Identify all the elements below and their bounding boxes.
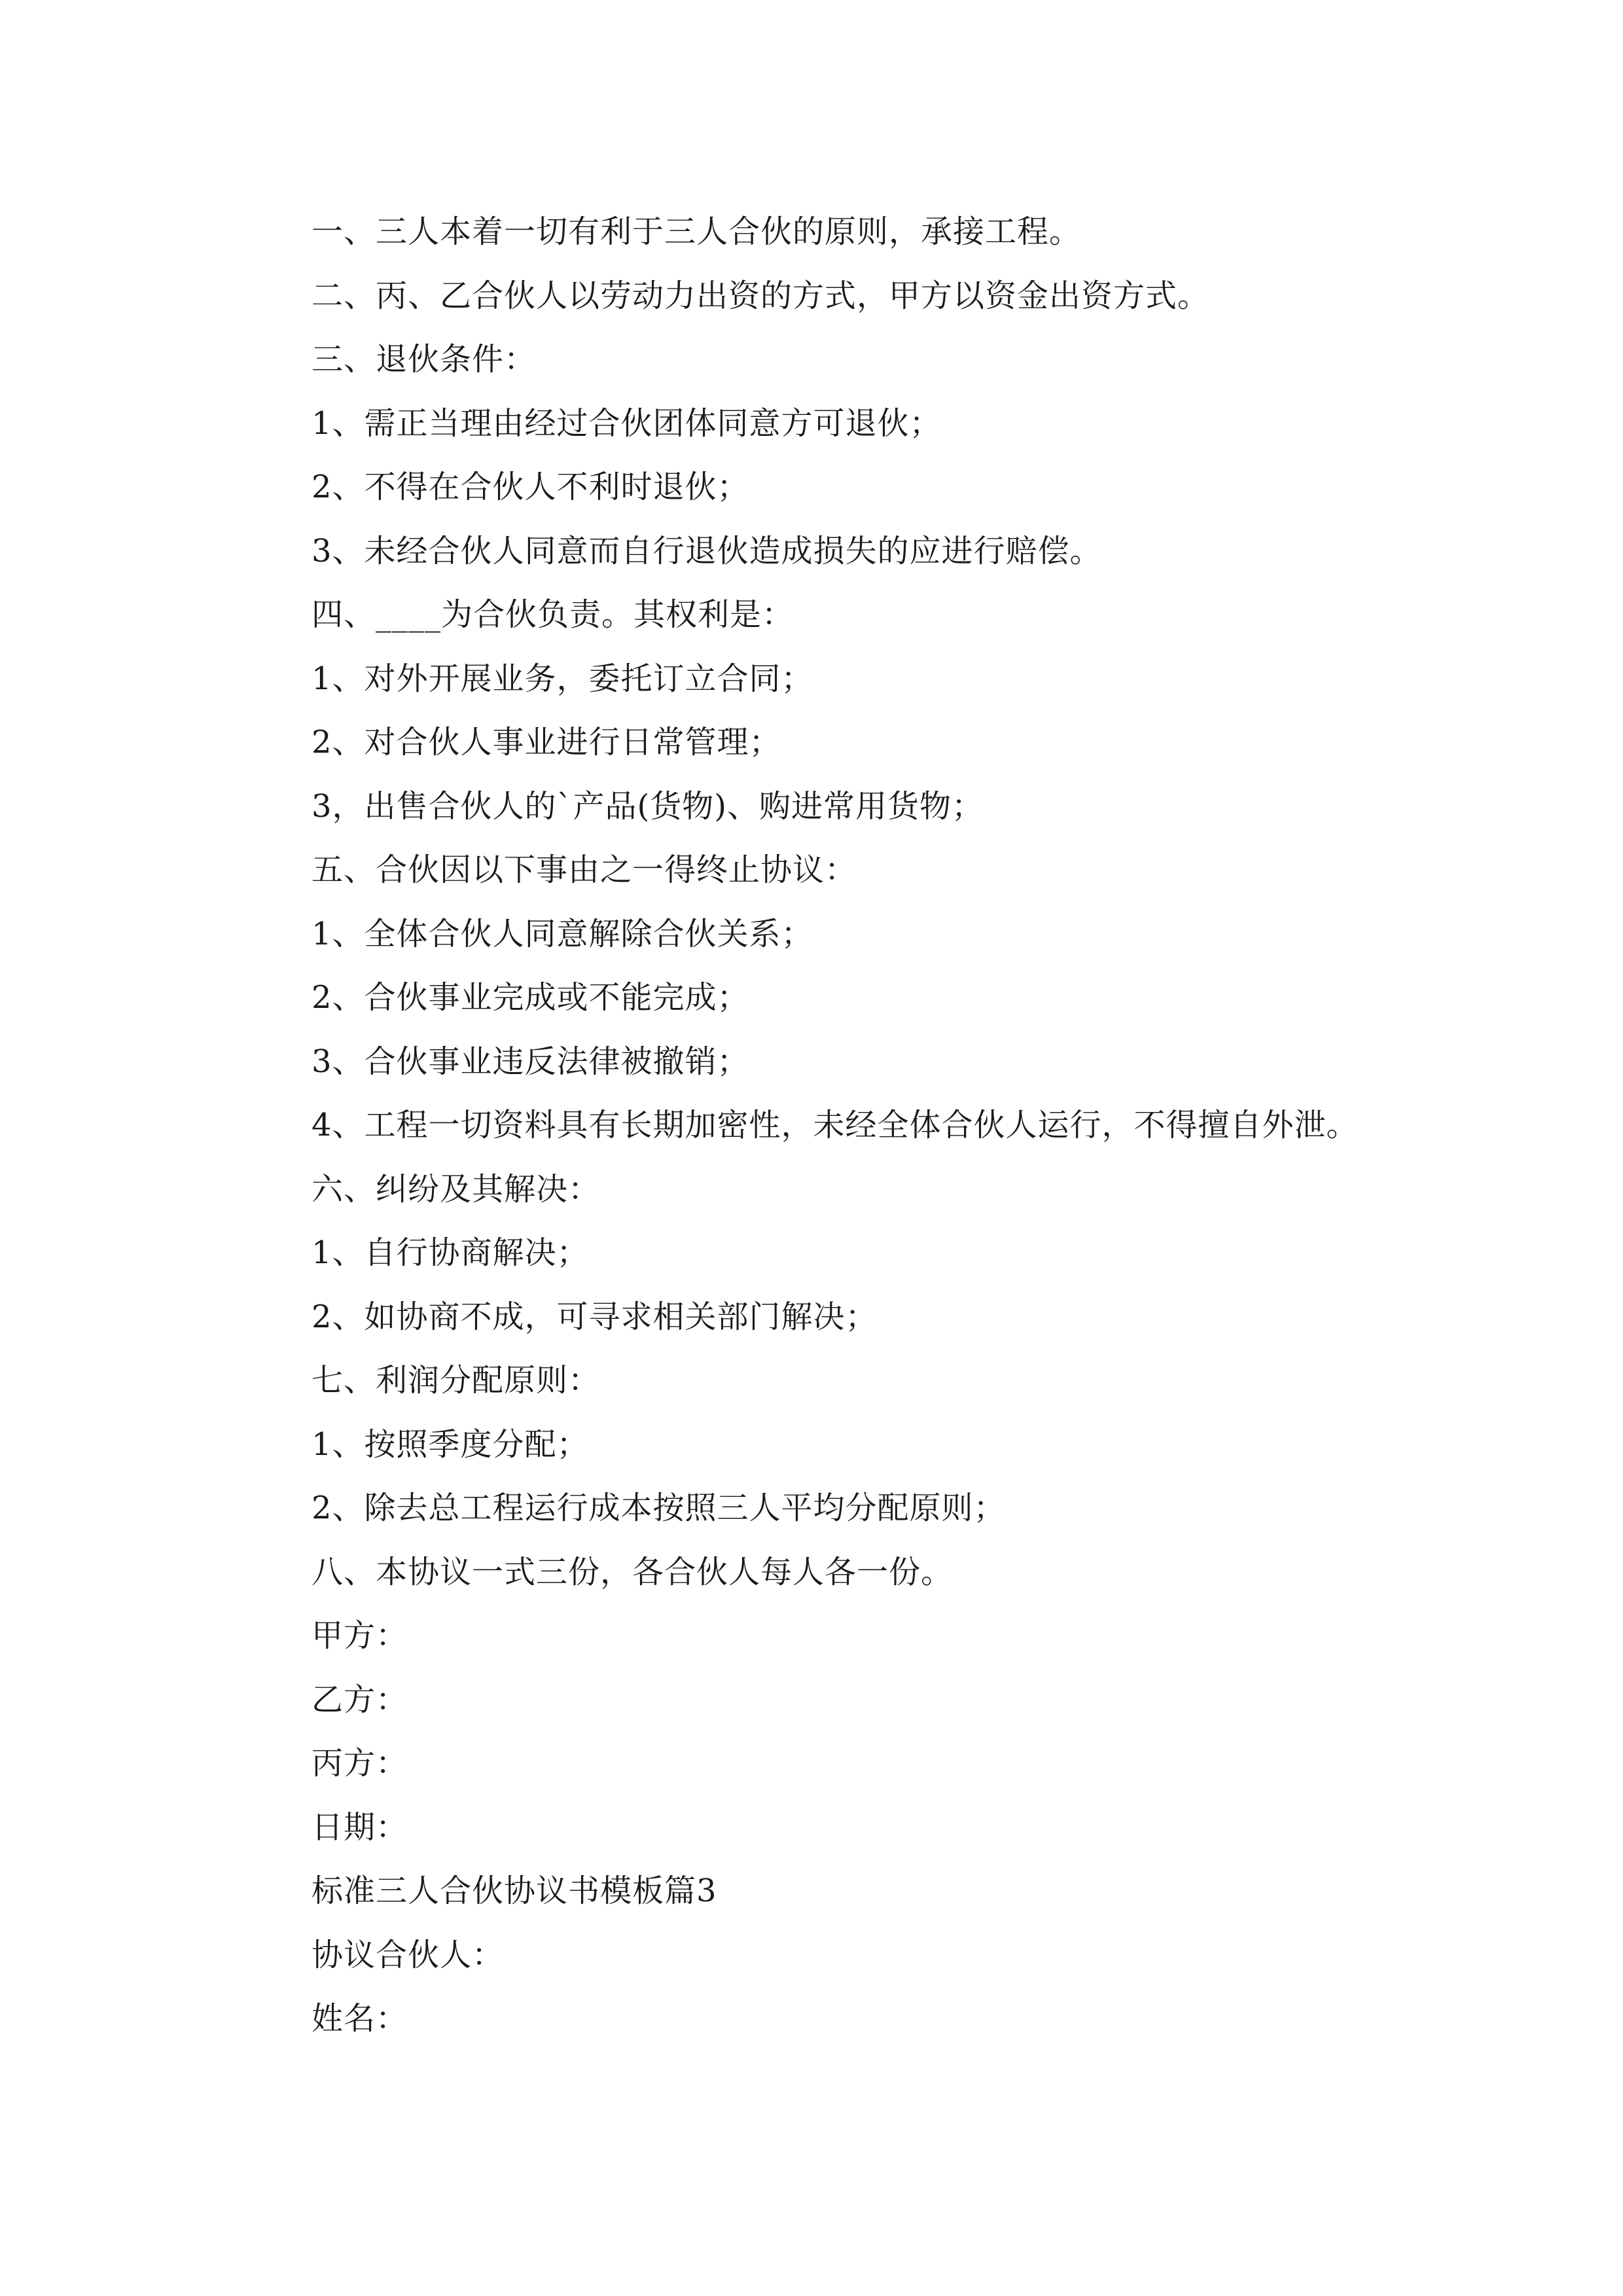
party-a-label: 甲方： bbox=[312, 1617, 408, 1654]
document-body bbox=[312, 200, 1424, 2051]
clause-7-heading: 七、利润分配原则： bbox=[312, 1362, 601, 1399]
clause-6-item-1: 1、自行协商解决； bbox=[312, 1234, 589, 1271]
clause-5-item-4: 4、工程一切资料具有长期加密性，未经全体合伙人运行，不得擅自外泄。 bbox=[312, 1107, 1359, 1143]
party-b-label: 乙方： bbox=[312, 1681, 408, 1718]
clause-8: 八、本协议一式三份，各合伙人每人各一份。 bbox=[312, 1553, 954, 1590]
clause-7-item-1: 1、按照季度分配； bbox=[312, 1426, 589, 1463]
date-label: 日期： bbox=[312, 1808, 408, 1846]
clause-4-item-3: 3，出售合伙人的`产品(货物)、购进常用货物； bbox=[312, 787, 984, 825]
clause-7-item-2: 2、除去总工程运行成本按照三人平均分配原则； bbox=[312, 1490, 1006, 1526]
clause-3-item-3: 3、未经合伙人同意而自行退伙造成损失的应进行赔偿。 bbox=[312, 532, 1102, 569]
clause-3-item-2: 2、不得在合伙人不利时退伙； bbox=[312, 469, 749, 505]
clause-4-heading: 四、____为合伙负责。其权利是： bbox=[312, 596, 794, 633]
section-title: 标准三人合伙协议书模板篇3 bbox=[312, 1873, 717, 1909]
clause-5-heading: 五、合伙因以下事由之一得终止协议： bbox=[312, 852, 857, 888]
clause-5-item-1: 1、全体合伙人同意解除合伙关系； bbox=[312, 915, 813, 952]
clause-5-item-2: 2、合伙事业完成或不能完成； bbox=[312, 979, 749, 1016]
clause-4-item-2: 2、对合伙人事业进行日常管理； bbox=[312, 724, 781, 761]
clause-5-item-3: 3、合伙事业违反法律被撤销； bbox=[312, 1043, 749, 1080]
clause-6-heading: 六、纠纷及其解决： bbox=[312, 1170, 601, 1208]
clause-3-item-1: 1、需正当理由经过合伙团体同意方可退伙； bbox=[312, 404, 942, 442]
party-c-label: 丙方： bbox=[312, 1745, 408, 1782]
partners-label: 协议合伙人： bbox=[312, 1936, 505, 1973]
clause-1: 一、三人本着一切有利于三人合伙的原则，承接工程。 bbox=[312, 213, 1082, 250]
clause-4-item-1: 1、对外开展业务，委托订立合同； bbox=[312, 660, 813, 697]
clause-2: 二、丙、乙合伙人以劳动力出资的方式，甲方以资金出资方式。 bbox=[312, 277, 1210, 314]
clause-3-heading: 三、退伙条件： bbox=[312, 341, 537, 378]
name-label: 姓名： bbox=[312, 2000, 408, 2037]
clause-6-item-2: 2、如协商不成，可寻求相关部门解决； bbox=[312, 1298, 878, 1335]
